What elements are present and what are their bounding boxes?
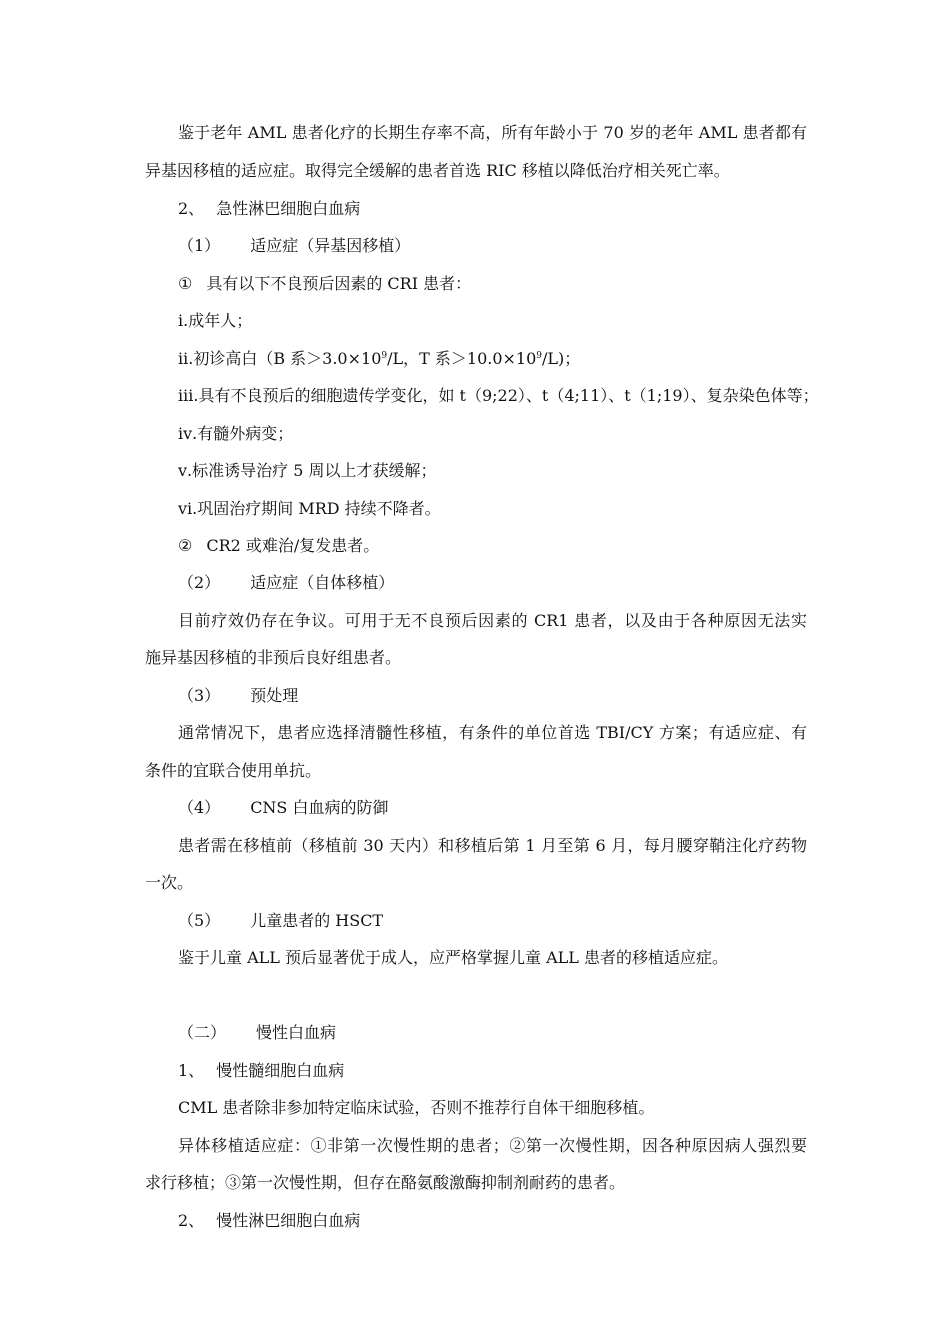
- paragraph-auto-line2: 施异基因移植的非预后良好组患者。: [145, 648, 402, 667]
- subheading-number: （3）: [178, 686, 221, 705]
- section-text: 慢性白血病: [256, 1023, 337, 1042]
- heading-number: 2、: [178, 199, 205, 218]
- subheading-number: （1）: [178, 236, 221, 255]
- heading-all: [178, 199, 360, 219]
- subheading-text: 预处理: [250, 686, 299, 705]
- roman-item-2: [178, 349, 580, 369]
- roman-item-3: ⅲ.具有不良预后的细胞遗传学变化，如 t（9;22）、t（4;11）、t（1;19）、复杂染色体等；: [178, 386, 819, 405]
- roman-item-2-text-c: /L)；: [542, 349, 581, 368]
- list-item-cr2: [178, 536, 379, 556]
- subheading-number: （2）: [178, 573, 221, 592]
- list-item-text: 具有以下不良预后因素的 CRI 患者：: [206, 274, 472, 293]
- subheading-text: CNS 白血病的防御: [250, 798, 389, 817]
- paragraph-allo-line1: 异体移植适应症：①非第一次慢性期的患者；②第一次慢性期，因各种原因病人强烈要: [178, 1136, 807, 1155]
- subheading-number: （4）: [178, 798, 221, 817]
- subheading-conditioning: [178, 686, 298, 706]
- heading-cll: [178, 1211, 360, 1231]
- heading-number: 2、: [178, 1211, 205, 1230]
- paragraph-conditioning-line2: 条件的宜联合使用单抗。: [145, 761, 322, 780]
- section-number: （二）: [178, 1023, 227, 1042]
- list-item-text: CR2 或难治/复发患者。: [206, 536, 380, 555]
- subheading-text: 适应症（异基因移植）: [250, 236, 411, 255]
- paragraph-cml: CML 患者除非参加特定临床试验，否则不推荐行自体干细胞移植。: [178, 1098, 655, 1117]
- subheading-text: 儿童患者的 HSCT: [250, 911, 384, 930]
- subheading-number: （5）: [178, 911, 221, 930]
- roman-item-6: ⅵ.巩固治疗期间 MRD 持续不降者。: [178, 499, 441, 518]
- subheading-text: 适应症（自体移植）: [250, 573, 395, 592]
- superscript: 9: [381, 351, 388, 361]
- list-marker: ②: [178, 536, 193, 555]
- subheading-cns: [178, 798, 388, 818]
- paragraph-conditioning-line1: 通常情况下，患者应选择清髓性移植，有条件的单位首选 TBI/CY 方案；有适应症、有: [178, 723, 807, 742]
- heading-number: 1、: [178, 1061, 205, 1080]
- list-marker: ①: [178, 274, 193, 293]
- roman-item-4: ⅳ.有髓外病变；: [178, 424, 294, 443]
- paragraph-auto-line1: 目前疗效仍存在争议。可用于无不良预后因素的 CR1 患者，以及由于各种原因无法实: [178, 611, 807, 630]
- subheading-allo-indication: [178, 236, 410, 256]
- heading-text: 慢性淋巴细胞白血病: [216, 1211, 361, 1230]
- paragraph-aml-elderly-line2: 异基因移植的适应症。取得完全缓解的患者首选 RIC 移植以降低治疗相关死亡率。: [145, 161, 730, 180]
- subheading-pediatric: [178, 911, 383, 931]
- roman-item-5: ⅴ.标准诱导治疗 5 周以上才获缓解；: [178, 461, 437, 480]
- heading-cml: [178, 1061, 344, 1081]
- paragraph-aml-elderly-line1: 鉴于老年 AML 患者化疗的长期生存率不高，所有年龄小于 70 岁的老年 AML 患者都有: [178, 123, 807, 142]
- paragraph-cns-line2: 一次。: [145, 873, 194, 892]
- paragraph-allo-line2: 求行移植；③第一次慢性期，但存在酪氨酸激酶抑制剂耐药的患者。: [145, 1173, 626, 1192]
- roman-item-1: ⅰ.成年人；: [178, 311, 253, 330]
- section-heading-chronic: [178, 1023, 336, 1043]
- list-item-risk-factors: [178, 274, 471, 294]
- paragraph-pediatric: 鉴于儿童 ALL 预后显著优于成人，应严格掌握儿童 ALL 患者的移植适应症。: [178, 948, 728, 967]
- subheading-auto-indication: [178, 573, 394, 593]
- roman-item-2-text-a: ⅱ.初诊高白（B 系＞3.0×10: [178, 349, 382, 368]
- superscript: 9: [536, 351, 543, 361]
- roman-item-2-text-b: /L，T 系＞10.0×10: [387, 349, 537, 368]
- heading-text: 慢性髓细胞白血病: [216, 1061, 345, 1080]
- heading-text: 急性淋巴细胞白血病: [216, 199, 361, 218]
- paragraph-cns-line1: 患者需在移植前（移植前 30 天内）和移植后第 1 月至第 6 月，每月腰穿鞘注化疗药物: [178, 836, 807, 855]
